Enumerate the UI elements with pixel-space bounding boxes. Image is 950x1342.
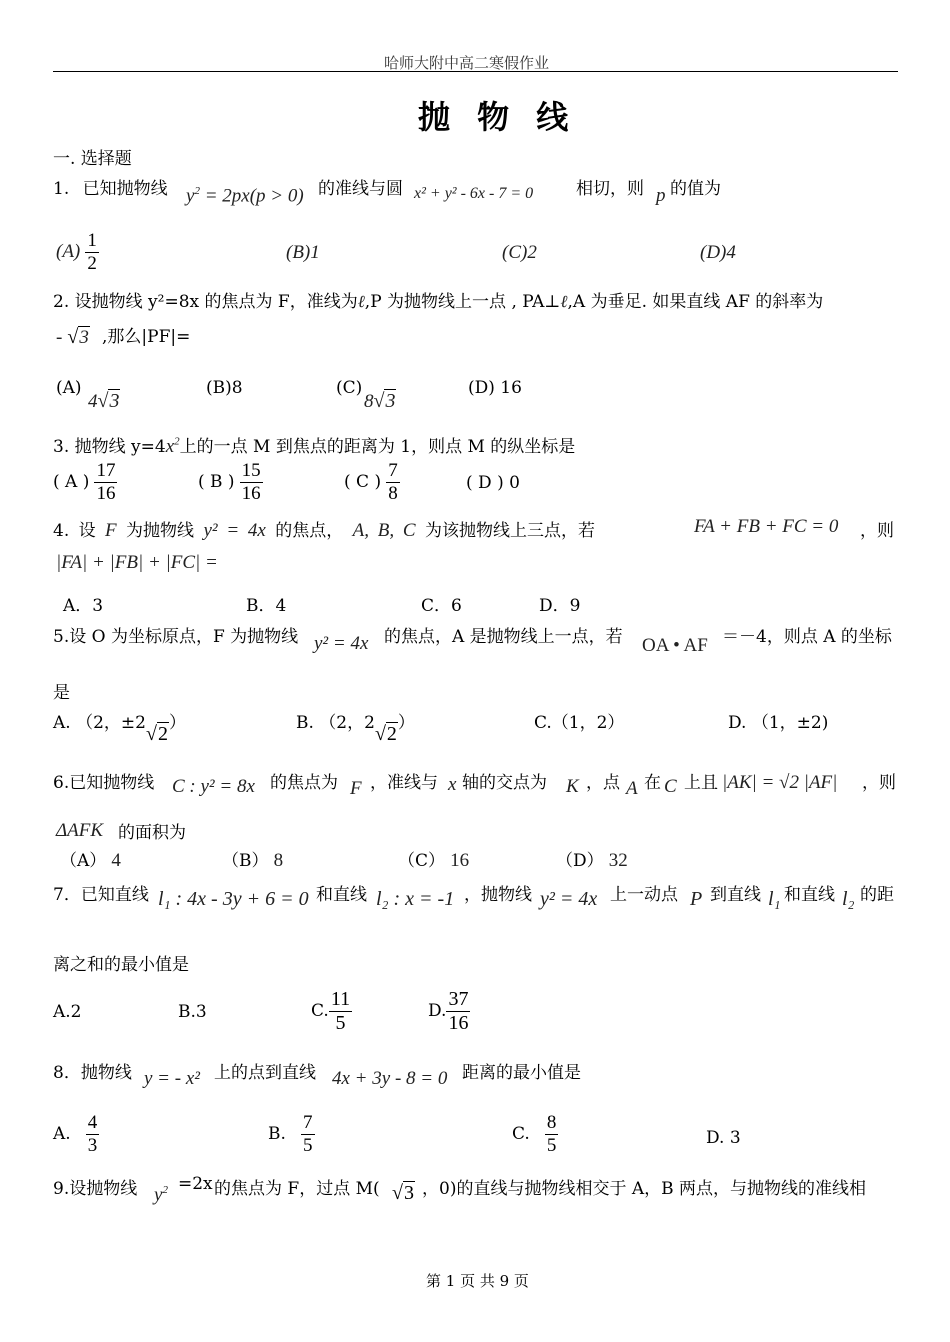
- q4-vector-sum: FA + FB + FC = 0: [694, 516, 839, 537]
- q6-option-a: （A） 4: [60, 850, 121, 871]
- q5-option-a: A. （2，±2√2）: [53, 713, 186, 745]
- q7-text-4: 上一动点: [610, 885, 678, 905]
- q5-option-b: B. （2，2√2）: [296, 713, 415, 745]
- q2-tail: ,那么|PF|=: [102, 327, 191, 347]
- q2-option-c-label: (C): [336, 378, 363, 398]
- q6-K: K: [566, 776, 579, 797]
- q4-option-b: B．4: [246, 596, 287, 616]
- q3-option-d: ( D ) 0: [466, 473, 520, 493]
- q6-text-2: 的焦点为: [270, 773, 338, 793]
- q1-text-2: 的准线与圆: [318, 179, 403, 199]
- question-3: 3. 抛物线 $y=4x^2$上的一点 M 到焦点的距离为 1，则点 M 的纵坐标是: [53, 435, 576, 457]
- q7-l2: l₂: [842, 888, 855, 910]
- q3-option-b: ( B ) $\frac{15}{16}$: [198, 460, 261, 504]
- q3-option-c: ( C ) $\frac{7}{8}$: [344, 460, 398, 504]
- q7-line-1: l₁ : 4x - 3y + 6 = 0: [158, 888, 309, 910]
- question-9: 9.设抛物线: [53, 1179, 138, 1199]
- q6-x: x: [448, 774, 457, 795]
- q8-parabola: y = - x²: [144, 1068, 200, 1089]
- q7-P: P: [690, 888, 703, 910]
- question-5: 5.设 O 为坐标原点，F 为抛物线: [53, 627, 299, 647]
- q6-C: C: [664, 776, 677, 797]
- q5-dot-product: OA • AF: [642, 635, 708, 656]
- q7-text-5: 到直线: [710, 885, 761, 905]
- question-1: 1. 已知抛物线: [53, 179, 168, 199]
- question-7: 7．已知直线: [53, 885, 149, 905]
- q7-text-7: 的距: [860, 885, 894, 905]
- q1-text-3: 相切，则: [576, 179, 644, 199]
- q7-text-3: ，抛物线: [464, 885, 532, 905]
- q7-line-2: l₂ : x = -1: [376, 888, 455, 910]
- q7-text-8: 离之和的最小值是: [53, 955, 189, 975]
- q1-p: p: [656, 185, 666, 206]
- q2-slope: - √3: [56, 326, 89, 348]
- q6-option-c: （C） 16: [398, 850, 470, 871]
- question-6: 6.已知抛物线: [53, 773, 155, 793]
- q5-text-3: ＝－4，则点 A 的坐标: [722, 627, 892, 647]
- q5-text-2: 的焦点，A 是抛物线上一点，若: [384, 627, 623, 647]
- q7-option-c: C. $\frac{11}{5}$: [311, 988, 351, 1034]
- q9-text-3: 的焦点为 F，过点 M(: [214, 1179, 380, 1199]
- q6-text-3: ，准线与: [370, 773, 438, 793]
- q1-formula: $y^2 = 2px(p > 0)$: [186, 185, 304, 207]
- question-8: 8．抛物线: [53, 1063, 132, 1083]
- q6-option-b: （B） 8: [222, 850, 284, 871]
- q7-parabola: y² = 4x: [540, 888, 598, 910]
- q9-sqrt: √3: [392, 1182, 414, 1204]
- q7-text-6: 和直线: [784, 885, 835, 905]
- q1-option-b: (B)1: [286, 242, 320, 263]
- q2-option-b: (B)8: [206, 378, 243, 398]
- page-footer: 第 1 页 共 9 页: [426, 1272, 529, 1290]
- q7-option-a: A.2: [53, 1002, 82, 1022]
- question-4: 4. 设 F 为抛物线 y² = 4x 的焦点， A, B, C 为该抛物线上三点，若: [53, 520, 595, 541]
- q5-formula: y² = 4x: [314, 633, 369, 654]
- q1-option-a: (A) $\frac{1}{2}$: [56, 230, 97, 274]
- q6-text-9: 的面积为: [118, 823, 186, 843]
- q6-A: A: [626, 778, 638, 799]
- q4-then: ，则: [860, 521, 894, 541]
- section-heading: 一. 选择题: [53, 149, 132, 169]
- q8-text-2: 上的点到直线: [214, 1063, 316, 1083]
- q2-option-a-label: (A): [56, 378, 82, 398]
- header-rule: [53, 71, 898, 72]
- question-2: 2. 设抛物线 y²=8x 的焦点为 F，准线为ℓ,P 为抛物线上一点 , PA⊥ℓ,A 为垂足. 如果直线 AF 的斜率为: [53, 292, 824, 312]
- q4-option-c: C．6: [421, 596, 462, 616]
- q6-formula: C : y² = 8x: [172, 776, 255, 797]
- q5-option-d: D. （1，±2): [728, 713, 829, 733]
- q1-option-d: (D)4: [700, 242, 736, 263]
- q4-option-d: D．9: [539, 596, 581, 616]
- page-title: 抛 物 线: [418, 98, 577, 136]
- q6-text-7: 上且: [684, 773, 718, 793]
- q8-option-d: D. 3: [706, 1128, 741, 1148]
- q3-option-a: ( A ) $\frac{17}{16}$: [53, 460, 116, 504]
- q1-option-c: (C)2: [502, 242, 537, 263]
- q6-text-5: ，点: [586, 773, 620, 793]
- q6-text-4: 轴的交点为: [462, 773, 547, 793]
- q9-text-4: ，0)的直线与抛物线相交于 A，B 两点，与抛物线的准线相: [422, 1179, 867, 1199]
- q6-F: F: [350, 778, 362, 799]
- q2-option-d: (D) 16: [468, 378, 522, 398]
- q8-option-b: B. $\frac{7}{5}$: [268, 1112, 313, 1156]
- q4-option-a: A．3: [63, 596, 104, 616]
- q7-option-d: D. $\frac{37}{16}$: [428, 988, 469, 1034]
- q6-text-6: 在: [644, 773, 661, 793]
- q1-text-4: 的值为: [670, 179, 721, 199]
- q6-condition: |AK| = √2 |AF|: [722, 772, 838, 793]
- q2-option-a: 4√3: [88, 390, 120, 412]
- page-header: 哈师大附中高二寒假作业: [384, 54, 550, 72]
- q8-option-c: C. $\frac{8}{5}$: [512, 1112, 557, 1156]
- q8-text-3: 距离的最小值是: [462, 1063, 581, 1083]
- q7-l1: l₁: [768, 888, 781, 910]
- q6-text-8: ，则: [862, 773, 896, 793]
- q2-option-c: 8√3: [364, 390, 396, 412]
- q8-line: 4x + 3y - 8 = 0: [332, 1068, 448, 1089]
- q6-triangle: ΔAFK: [56, 820, 104, 841]
- q7-option-b: B.3: [178, 1002, 207, 1022]
- q9-text-2: =2x: [178, 1174, 213, 1194]
- q4-magnitude-sum: |FA| + |FB| + |FC| =: [56, 552, 218, 573]
- q5-option-c: C.（1，2）: [534, 713, 625, 733]
- q9-parabola: $y^2$: [154, 1184, 168, 1206]
- q1-circle-formula: x² + y² - 6x - 7 = 0: [414, 185, 534, 202]
- q5-text-4: 是: [53, 683, 70, 703]
- q8-option-a: A. $\frac{4}{3}$: [53, 1112, 98, 1156]
- q7-text-2: 和直线: [316, 885, 367, 905]
- q6-option-d: （D） 32: [556, 850, 628, 871]
